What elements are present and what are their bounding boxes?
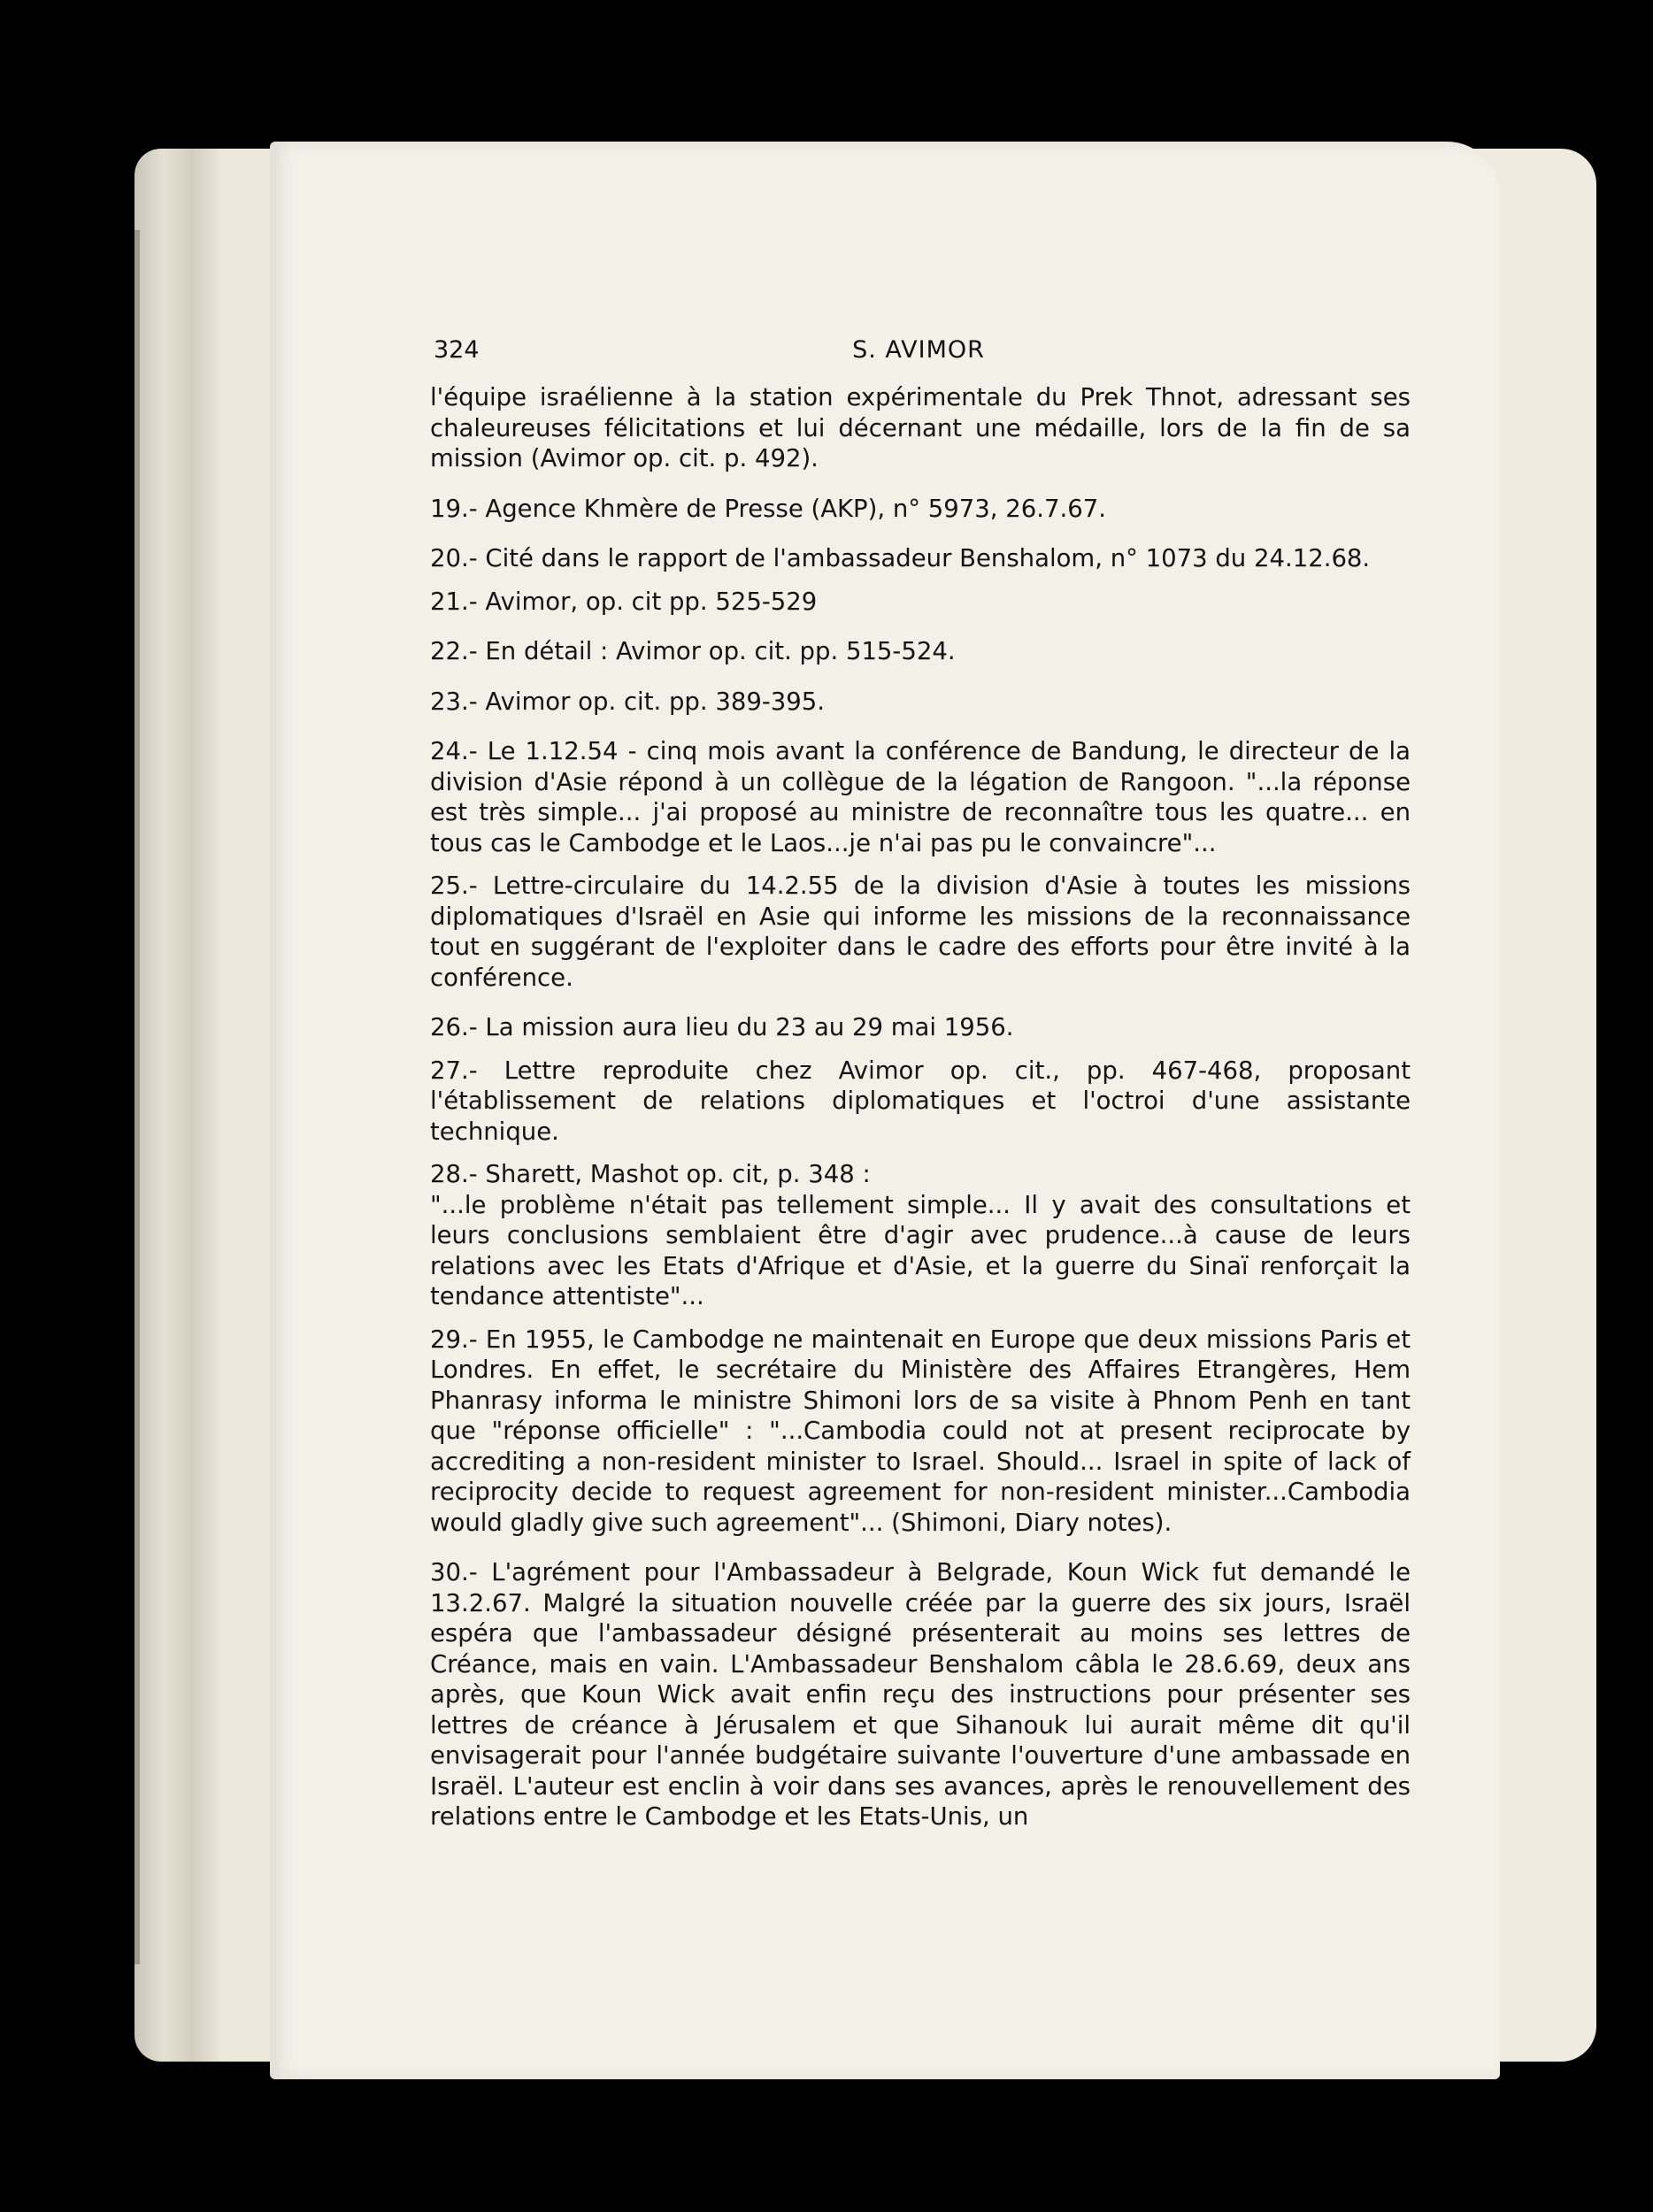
note-24: 24.- Le 1.12.54 - cinq mois avant la conférence de Bandung, le directeur de la division d'Asie répond à un collègue de la légation de Rangoon. "...la réponse est très simple... j'ai proposé au ministre de reconnaître tous les quatre... en tous cas le Cambodge et le Laos...je n'ai pas pu le convaincre"... [430, 737, 1411, 857]
note-26: 26.- La mission aura lieu du 23 au 29 mai 1956. [430, 1013, 1014, 1041]
note-21: 21.- Avimor, op. cit pp. 525-529 [430, 587, 818, 616]
note-30: 30.- L'agrément pour l'Ambassadeur à Belgrade, Koun Wick fut demandé le 13.2.67. Malgré la situation nouvelle créée par la guerre des six jours, Israël espéra que l'ambassadeur désigné présenterait au moins ses lettres de Créance, mais en vain. L'Ambassadeur Benshalom câbla le 28.6.69, deux ans après, que Koun Wick avait enfin reçu des instructions pour présenter ses lettres de créance à Jérusalem et que Sihanouk lui aurait même dit qu'il envisagerait pour l'année budgétaire suivante l'ouverture d'une ambassade en Israël. L'auteur est enclin à voir dans ses avances, après le renouvellement des relations entre le Cambodge et les Etats-Unis, un [430, 1558, 1411, 1831]
running-title: S. AVIMOR [852, 336, 985, 364]
note-continuation: l'équipe israélienne à la station expérimentale du Prek Thnot, adressant ses chaleureuses félicitations et lui décernant une médaille, lors de la fin de sa mission (Avimor op. cit. p. 492). [430, 383, 1411, 472]
note-20: 20.- Cité dans le rapport de l'ambassadeur Benshalom, n° 1073 du 24.12.68. [430, 544, 1371, 572]
note-27: 27.- Lettre reproduite chez Avimor op. cit., pp. 467-468, proposant l'établissement de relations diplomatiques et l'octroi d'une assistante technique. [430, 1056, 1411, 1146]
note-25: 25.- Lettre-circulaire du 14.2.55 de la division d'Asie à toutes les missions diplomatiques d'Israël en Asie qui informe les missions de la reconnaissance tout en suggérant de l'exploiter dans le cadre des efforts pour être invité à la conférence. [430, 872, 1411, 992]
note-19: 19.- Agence Khmère de Presse (AKP), n° 5973, 26.7.67. [430, 494, 1106, 523]
note-28-quote: "...le problème n'était pas tellement simple... Il y avait des consultations et leurs conclusions semblaient être d'agir avec prudence...à cause de leurs relations avec les Etats d'Afrique et d'Asie, et la guerre du Sinaï renforçait la tendance attentiste"... [430, 1190, 1411, 1310]
note-22: 22.- En détail : Avimor op. cit. pp. 515-524. [430, 637, 956, 665]
page-number: 324 [434, 336, 480, 364]
endnotes-text [430, 382, 1411, 1832]
running-header [427, 336, 1411, 379]
note-28: 28.- Sharett, Mashot op. cit, p. 348 : [430, 1160, 871, 1188]
note-23: 23.- Avimor op. cit. pp. 389-395. [430, 687, 826, 716]
page-stack-edge [135, 230, 140, 1964]
note-29: 29.- En 1955, le Cambodge ne maintenait en Europe que deux missions Paris et Londres. En effet, le secrétaire du Ministère des Affaires Etrangères, Hem Phanrasy informa le ministre Shimoni lors de sa visite à Phnom Penh en tant que "réponse officielle" : "...Cambodia could not at present reciprocate by accrediting a non-resident minister to Israel. Should... Israel in spite of lack of reciprocity decide to request agreement for non-resident minister...Cambodia would gladly give such agreement"... (Shimoni, Diary notes). [430, 1325, 1411, 1537]
